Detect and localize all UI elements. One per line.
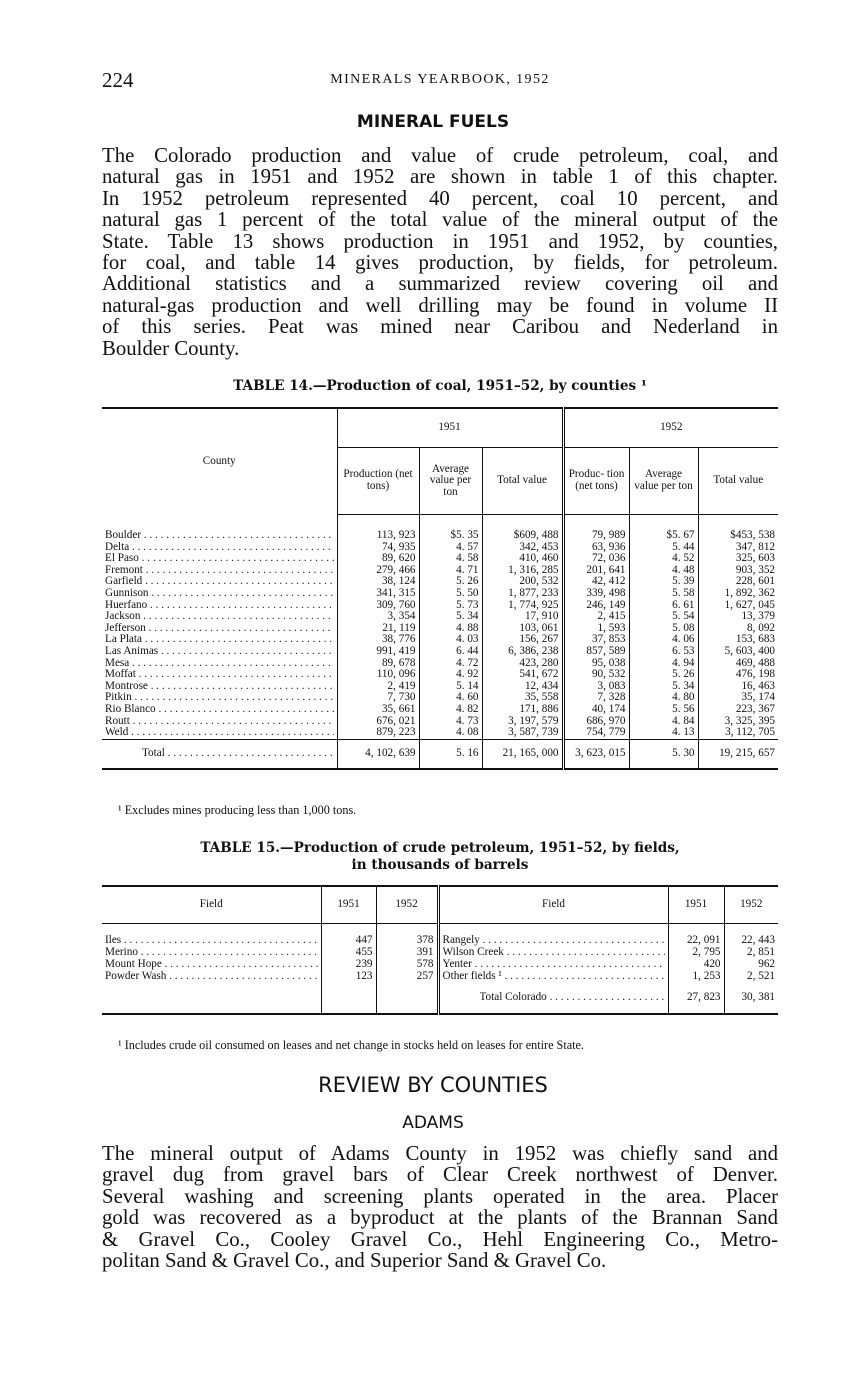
county-cell-text: Jefferson . . .	[105, 623, 334, 635]
total-row	[102, 739, 778, 769]
total-value-1952-cell: 476, 198	[698, 669, 778, 681]
production-1951-cell: 2, 419	[337, 681, 419, 693]
total-value-1952-cell: 1, 627, 045	[698, 600, 778, 612]
avg-value-1952-cell: 6. 53	[629, 646, 698, 658]
county-cell	[102, 565, 337, 577]
production-1952-cell: 63, 936	[563, 542, 629, 554]
field-cell	[102, 971, 321, 983]
avg-value-1951-cell: 4. 60	[419, 692, 482, 704]
county-cell-text: Montrose . . .	[105, 681, 334, 693]
county-cell	[102, 588, 337, 600]
table-row	[102, 935, 778, 947]
mineral-fuels-line: Additional statistics and a summarized review covering oil and	[102, 272, 778, 296]
total-colorado-1951: 27, 823	[668, 983, 724, 1014]
avg-value-1952-cell: 4. 84	[629, 716, 698, 728]
county-cell	[102, 692, 337, 704]
avg-value-1952-cell: 4. 13	[629, 727, 698, 739]
field-cell	[102, 959, 321, 971]
county-cell-text: El Paso . . .	[105, 553, 334, 565]
county-cell-text: La Plata . . .	[105, 634, 334, 646]
county-cell	[102, 646, 337, 658]
adams-line: The mineral output of Adams County in 1952 was chiefly sand and	[102, 1142, 778, 1165]
production-1951-cell: 74, 935	[337, 542, 419, 554]
avg-value-1952-cell: 5. 08	[629, 623, 698, 635]
total-value-1952: 19, 215, 657	[698, 739, 778, 769]
production-1952-cell: 201, 641	[563, 565, 629, 577]
total-value-1951-cell: 171, 886	[482, 704, 563, 716]
total-value-1951: 21, 165, 000	[482, 739, 563, 769]
county-cell	[102, 681, 337, 693]
production-1951-cell: 879, 223	[337, 727, 419, 739]
table-row	[102, 947, 778, 959]
review-by-counties-heading: REVIEW BY COUNTIES	[318, 1073, 548, 1097]
production-1951-cell: 89, 620	[337, 553, 419, 565]
total-value-1951-cell: 3, 197, 579	[482, 716, 563, 728]
total-value-1951-cell: 156, 267	[482, 634, 563, 646]
avg-value-1951-cell: 4. 58	[419, 553, 482, 565]
field-1951-cell: 22, 091	[668, 935, 724, 947]
production-1952-cell: 857, 589	[563, 646, 629, 658]
production-1951-cell: 113, 923	[337, 530, 419, 542]
total-value-1951-cell: 541, 672	[482, 669, 563, 681]
county-cell	[102, 658, 337, 670]
table-row	[102, 727, 778, 739]
county-cell	[102, 600, 337, 612]
production-1951-cell: 279, 466	[337, 565, 419, 577]
avg-value-1952-cell: 5. 34	[629, 681, 698, 693]
total-value-1952-cell: 8, 092	[698, 623, 778, 635]
table14-footnote: ¹ Excludes mines producing less than 1,000 tons.	[118, 803, 357, 817]
mineral-fuels-line: of this series. Peat was mined near Caribou and Nederland in	[102, 315, 778, 339]
total-colorado-1952: 30, 381	[724, 983, 778, 1014]
production-1952-cell: 79, 989	[563, 530, 629, 542]
production-1951-cell: 7, 730	[337, 692, 419, 704]
production-1952-cell: 40, 174	[563, 704, 629, 716]
field-1952-cell: 2, 851	[724, 947, 778, 959]
table-row	[102, 669, 778, 681]
avg-value-1951-cell: 4. 71	[419, 565, 482, 577]
total-value-1952-cell: 325, 603	[698, 553, 778, 565]
mineral-fuels-heading: MINERAL FUELS	[356, 112, 510, 132]
total-value-1952-cell: 153, 683	[698, 634, 778, 646]
total-value-1952-cell: 1, 892, 362	[698, 588, 778, 600]
avg-value-1951-cell: 5. 73	[419, 600, 482, 612]
county-cell	[102, 727, 337, 739]
avg-value-1951-cell: 5. 34	[419, 611, 482, 623]
production-1952-cell: 1, 593	[563, 623, 629, 635]
mineral-fuels-line: natural gas in 1951 and 1952 are shown in table 1 of this chapter.	[102, 165, 778, 189]
avg-value-1952-cell: $5. 67	[629, 530, 698, 542]
total-avg-value-1952: 5. 30	[629, 739, 698, 769]
county-cell	[102, 576, 337, 588]
production-1952-cell: 90, 532	[563, 669, 629, 681]
field-cell-text: Yenter . . .	[443, 959, 665, 971]
production-1952-cell: 3, 083	[563, 681, 629, 693]
production-1951-cell: 676, 021	[337, 716, 419, 728]
total-value-1951-cell: 35, 558	[482, 692, 563, 704]
avg-value-1951-cell: 4. 92	[419, 669, 482, 681]
county-cell-text: Weld . . .	[105, 727, 334, 739]
adams-line: Several washing and screening plants operated in the area. Placer	[102, 1184, 778, 1208]
spacer-cell	[563, 515, 629, 531]
total-value-1951-cell: 1, 877, 233	[482, 588, 563, 600]
crude-petroleum-table	[102, 885, 778, 1015]
adams-subheading: ADAMS	[402, 1113, 464, 1133]
field-1952-cell: 378	[376, 935, 438, 947]
avg-value-1951-cell: 5. 14	[419, 681, 482, 693]
table-row	[102, 704, 778, 716]
county-cell-text: Huerfano . . .	[105, 600, 334, 612]
total-value-1951-cell: 6, 386, 238	[482, 646, 563, 658]
field-cell-text: Mount Hope . . .	[105, 959, 318, 971]
county-cell-text: Garfield . . .	[105, 576, 334, 588]
spacer-cell	[102, 515, 337, 531]
adams-line: politan Sand & Gravel Co., and Superior Sand & Gravel Co.	[102, 1249, 607, 1273]
field-cell	[438, 971, 668, 983]
year-1951-header: 1951	[337, 408, 563, 448]
table15-footnote: ¹ Includes crude oil consumed on leases and net change in stocks held on leases for entire State.	[118, 1038, 584, 1052]
avg-value-1952-cell: 5. 39	[629, 576, 698, 588]
total-colorado-label	[438, 983, 668, 1014]
empty-cell	[102, 983, 321, 1014]
avg-value-1952-cell: 6. 61	[629, 600, 698, 612]
total-value-1951-cell: 200, 532	[482, 576, 563, 588]
total-value-1952-cell: 5, 603, 400	[698, 646, 778, 658]
production-1952-cell: 95, 038	[563, 658, 629, 670]
spacer-cell	[482, 515, 563, 531]
total-value-1952-cell: 469, 488	[698, 658, 778, 670]
production-1952-cell: 7, 328	[563, 692, 629, 704]
field-cell	[438, 959, 668, 971]
avg-value-1952-cell: 4. 52	[629, 553, 698, 565]
total-value-1951-cell: 1, 316, 285	[482, 565, 563, 577]
table-row	[102, 646, 778, 658]
total-value-1951-cell: 1, 774, 925	[482, 600, 563, 612]
avg-value-1951-cell: $5. 35	[419, 530, 482, 542]
empty-cell	[321, 983, 376, 1014]
avg-value-1952-header: Average value per ton	[629, 448, 698, 515]
production-1952-cell: 754, 779	[563, 727, 629, 739]
avg-value-1951-cell: 5. 26	[419, 576, 482, 588]
mineral-fuels-line: natural-gas production and well drilling may be found in volume II	[102, 293, 778, 317]
mineral-fuels-line: Boulder County.	[102, 336, 240, 360]
field-1952-cell: 257	[376, 971, 438, 983]
production-1952-cell: 72, 036	[563, 553, 629, 565]
avg-value-1951-header: Average value per ton	[419, 448, 482, 515]
county-cell-text: Boulder . . .	[105, 530, 334, 542]
production-1951-cell: 38, 124	[337, 576, 419, 588]
county-cell-text: Mesa . . .	[105, 658, 334, 670]
mineral-fuels-line: natural gas 1 percent of the total value of the mineral output of the	[102, 208, 778, 232]
field-header-right: Field	[438, 886, 668, 924]
mineral-fuels-line: The Colorado production and value of crude petroleum, coal, and	[102, 144, 778, 167]
avg-value-1951-cell: 4. 88	[419, 623, 482, 635]
production-1951-cell: 38, 776	[337, 634, 419, 646]
production-1951-header: Production (net tons)	[337, 448, 419, 515]
running-head	[102, 68, 778, 94]
field-1952-cell: 578	[376, 959, 438, 971]
field-1951-cell: 447	[321, 935, 376, 947]
production-1951-cell: 110, 096	[337, 669, 419, 681]
year-1952-header-left: 1952	[376, 886, 438, 924]
avg-value-1952-cell: 4. 06	[629, 634, 698, 646]
total-value-1952-cell: 3, 325, 395	[698, 716, 778, 728]
total-label-cell	[102, 739, 337, 769]
avg-value-1952-cell: 4. 48	[629, 565, 698, 577]
avg-value-1952-cell: 5. 26	[629, 669, 698, 681]
field-1951-cell: 420	[668, 959, 724, 971]
avg-value-1952-cell: 5. 58	[629, 588, 698, 600]
year-1952-header: 1952	[563, 408, 778, 448]
total-colorado-label-text: Total Colorado . . .	[480, 992, 665, 1004]
mineral-fuels-line: In 1952 petroleum represented 40 percent, coal 10 percent, and	[102, 186, 778, 210]
table15-caption-line1: TABLE 15.—Production of crude petroleum, 1951–52, by fields,	[200, 840, 680, 856]
county-cell-text: Delta . . .	[105, 542, 334, 554]
total-value-1952-cell: 903, 352	[698, 565, 778, 577]
avg-value-1951-cell: 4. 73	[419, 716, 482, 728]
total-value-1951-cell: $609, 488	[482, 530, 563, 542]
total-label-cell-text: Total . . .	[142, 748, 334, 760]
county-cell-text: Moffat . . .	[105, 669, 334, 681]
field-1951-cell: 123	[321, 971, 376, 983]
production-1952-cell: 42, 412	[563, 576, 629, 588]
field-1952-cell: 391	[376, 947, 438, 959]
year-1952-header-right: 1952	[724, 886, 778, 924]
page-number: 224	[102, 68, 134, 92]
field-cell-text: Merino . . .	[105, 947, 318, 959]
production-1952-cell: 686, 970	[563, 716, 629, 728]
total-row	[102, 983, 778, 1014]
total-value-1951-cell: 103, 061	[482, 623, 563, 635]
total-value-1951-cell: 410, 460	[482, 553, 563, 565]
total-value-1951-cell: 423, 280	[482, 658, 563, 670]
county-cell	[102, 704, 337, 716]
total-value-1951-header: Total value	[482, 448, 563, 515]
total-production-1952: 3, 623, 015	[563, 739, 629, 769]
total-value-1952-cell: 35, 174	[698, 692, 778, 704]
table-row	[102, 959, 778, 971]
field-cell	[438, 947, 668, 959]
county-cell-text: Pitkin . . .	[105, 692, 334, 704]
table-row	[102, 971, 778, 983]
total-value-1952-cell: 347, 812	[698, 542, 778, 554]
total-avg-value-1951: 5. 16	[419, 739, 482, 769]
field-1951-cell: 239	[321, 959, 376, 971]
avg-value-1952-cell: 4. 94	[629, 658, 698, 670]
field-1952-cell: 22, 443	[724, 935, 778, 947]
production-1951-cell: 35, 661	[337, 704, 419, 716]
table15-caption-line2: in thousands of barrels	[351, 857, 529, 873]
avg-value-1951-cell: 4. 57	[419, 542, 482, 554]
field-cell	[102, 935, 321, 947]
field-1951-cell: 2, 795	[668, 947, 724, 959]
county-cell	[102, 611, 337, 623]
field-1952-cell: 962	[724, 959, 778, 971]
total-value-1952-cell: 13, 379	[698, 611, 778, 623]
avg-value-1951-cell: 5. 50	[419, 588, 482, 600]
county-cell	[102, 716, 337, 728]
total-value-1952-cell: $453, 538	[698, 530, 778, 542]
county-cell-text: Jackson . . .	[105, 611, 334, 623]
total-value-1951-cell: 12, 434	[482, 681, 563, 693]
spacer-cell	[698, 515, 778, 531]
spacer-cell	[102, 924, 321, 936]
field-cell-text: Iles . . .	[105, 935, 318, 947]
county-header: County	[202, 454, 236, 467]
total-value-1952-cell: 223, 367	[698, 704, 778, 716]
total-value-1952-cell: 228, 601	[698, 576, 778, 588]
production-1952-cell: 339, 498	[563, 588, 629, 600]
total-value-1952-cell: 3, 112, 705	[698, 727, 778, 739]
production-1952-cell: 37, 853	[563, 634, 629, 646]
total-value-1951-cell: 3, 587, 739	[482, 727, 563, 739]
spacer-cell	[419, 515, 482, 531]
mineral-fuels-line: State. Table 13 shows production in 1951 and 1952, by counties,	[102, 229, 778, 253]
production-1952-cell: 246, 149	[563, 600, 629, 612]
field-1951-cell: 1, 253	[668, 971, 724, 983]
avg-value-1951-cell: 4. 03	[419, 634, 482, 646]
mineral-fuels-paragraph	[102, 145, 778, 359]
production-1951-cell: 21, 119	[337, 623, 419, 635]
field-1951-cell: 455	[321, 947, 376, 959]
field-header-left: Field	[102, 886, 321, 924]
production-1952-header: Produc- tion (net tons)	[563, 448, 629, 515]
production-1951-cell: 991, 419	[337, 646, 419, 658]
table-row	[102, 588, 778, 600]
table14-caption: TABLE 14.—Production of coal, 1951–52, by counties ¹	[233, 378, 647, 394]
field-cell-text: Other fields ¹ . . .	[443, 971, 665, 983]
field-cell	[102, 947, 321, 959]
county-cell	[102, 542, 337, 554]
year-1951-header-left: 1951	[321, 886, 376, 924]
avg-value-1952-cell: 5. 56	[629, 704, 698, 716]
table-row	[102, 530, 778, 542]
empty-cell	[376, 983, 438, 1014]
field-1952-cell: 2, 521	[724, 971, 778, 983]
avg-value-1952-cell: 5. 54	[629, 611, 698, 623]
county-cell	[102, 553, 337, 565]
production-1951-cell: 3, 354	[337, 611, 419, 623]
avg-value-1952-cell: 4. 80	[629, 692, 698, 704]
spacer-row	[102, 924, 778, 936]
adams-paragraph	[102, 1143, 778, 1271]
county-cell-text: Rio Blanco . . .	[105, 704, 334, 716]
field-cell-text: Rangely . . .	[443, 935, 665, 947]
county-cell-text: Fremont . . .	[105, 565, 334, 577]
county-cell	[102, 634, 337, 646]
production-1951-cell: 89, 678	[337, 658, 419, 670]
adams-line: gravel dug from gravel bars of Clear Creek northwest of Denver.	[102, 1163, 778, 1187]
production-1951-cell: 309, 760	[337, 600, 419, 612]
year-1951-header-right: 1951	[668, 886, 724, 924]
avg-value-1951-cell: 4. 82	[419, 704, 482, 716]
avg-value-1951-cell: 4. 08	[419, 727, 482, 739]
total-production-1951: 4, 102, 639	[337, 739, 419, 769]
production-1951-cell: 341, 315	[337, 588, 419, 600]
adams-line: & Gravel Co., Cooley Gravel Co., Hehl Engineering Co., Metro-	[102, 1227, 778, 1251]
total-value-1951-cell: 17, 910	[482, 611, 563, 623]
total-value-1952-header: Total value	[698, 448, 778, 515]
county-cell-text: Las Animas . . .	[105, 646, 334, 658]
adams-line: gold was recovered as a byproduct at the plants of the Brannan Sand	[102, 1206, 778, 1230]
coal-production-table	[102, 407, 778, 770]
county-cell-text: Gunnison . . .	[105, 588, 334, 600]
publication-title: MINERALS YEARBOOK, 1952	[330, 72, 550, 87]
spacer-row	[102, 515, 778, 531]
field-cell-text: Wilson Creek . . .	[443, 947, 665, 959]
table15-caption	[102, 840, 778, 874]
total-value-1952-cell: 16, 463	[698, 681, 778, 693]
county-cell-text: Routt . . .	[105, 716, 334, 728]
county-cell	[102, 530, 337, 542]
avg-value-1952-cell: 5. 44	[629, 542, 698, 554]
avg-value-1951-cell: 4. 72	[419, 658, 482, 670]
production-1952-cell: 2, 415	[563, 611, 629, 623]
avg-value-1951-cell: 6. 44	[419, 646, 482, 658]
total-value-1951-cell: 342, 453	[482, 542, 563, 554]
county-cell	[102, 669, 337, 681]
county-cell	[102, 623, 337, 635]
table-row	[102, 611, 778, 623]
field-cell-text: Powder Wash . . .	[105, 971, 318, 983]
spacer-cell	[438, 924, 668, 936]
mineral-fuels-line: for coal, and table 14 gives production, by fields, for petroleum.	[102, 251, 778, 275]
field-cell	[438, 935, 668, 947]
spacer-cell	[337, 515, 419, 531]
spacer-cell	[629, 515, 698, 531]
